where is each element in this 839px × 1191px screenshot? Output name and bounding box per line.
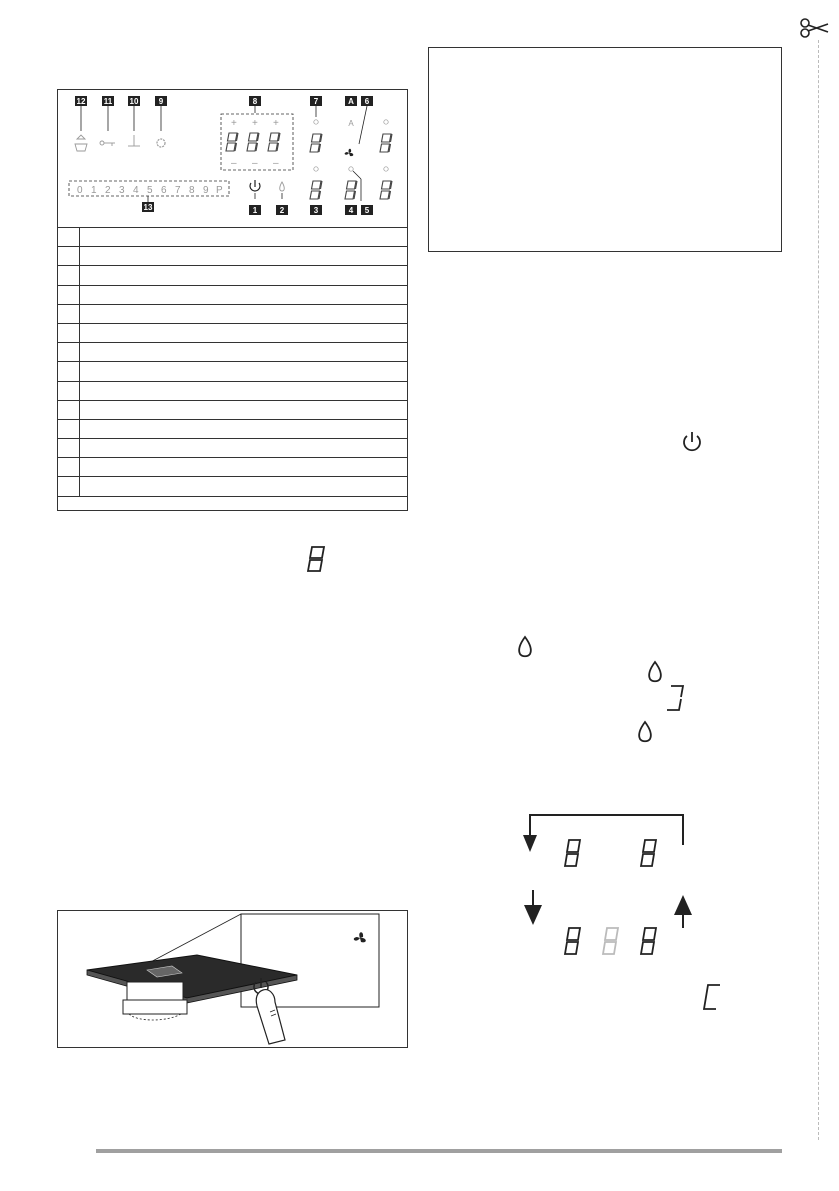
callout-12: [75, 96, 87, 106]
segment-digit-icon: [641, 840, 656, 866]
callout-6: [361, 96, 373, 106]
svg-text:–: –: [252, 158, 258, 169]
svg-text:A: A: [348, 97, 354, 106]
table-row: [58, 228, 408, 247]
stopgo-icon: [75, 135, 87, 151]
timer-digit-3: [268, 133, 280, 151]
callout-9: [155, 96, 167, 106]
table-row: [58, 323, 408, 342]
segment-digit-icon: [307, 545, 329, 573]
callout-3: [310, 205, 322, 215]
table-row: [58, 343, 408, 362]
callout-A: [345, 96, 357, 106]
svg-text:10: 10: [129, 97, 139, 106]
zone-digit-7: [310, 134, 322, 152]
power-scale: [77, 185, 223, 196]
svg-text:2: 2: [279, 206, 285, 215]
table-row: [58, 419, 408, 438]
drop-icon: [280, 182, 285, 191]
callout-2: [276, 205, 288, 215]
lock-icon: [157, 139, 165, 147]
svg-text:9: 9: [203, 185, 209, 196]
svg-text:1: 1: [252, 206, 258, 215]
fan-icon: [345, 149, 354, 156]
timer-digit-1: [226, 133, 238, 151]
hob-drawing: [57, 910, 408, 1048]
cut-line: [818, 40, 819, 1140]
callout-11: [102, 96, 114, 106]
footer-rule: [96, 1149, 782, 1153]
svg-text:7: 7: [313, 97, 319, 106]
auto-letter: A: [348, 119, 354, 128]
svg-text:0: 0: [77, 185, 83, 196]
drop-icon: [635, 720, 655, 744]
callout-5: [361, 205, 373, 215]
power-icon: [681, 430, 703, 454]
table-row: [58, 247, 408, 266]
drop-icon: [515, 635, 535, 659]
table-row: [58, 362, 408, 381]
svg-text:13: 13: [143, 203, 153, 212]
svg-text:6: 6: [161, 185, 167, 196]
control-panel-drawing: [57, 89, 408, 229]
sequence-diagram: [515, 800, 695, 965]
callout-4: [345, 205, 357, 215]
svg-text:4: 4: [133, 185, 139, 196]
table-row: [58, 285, 408, 304]
drop-icon: [645, 660, 665, 684]
svg-text:12: 12: [76, 97, 86, 106]
svg-text:6: 6: [364, 97, 370, 106]
svg-text:+: +: [273, 118, 279, 129]
svg-text:5: 5: [364, 206, 370, 215]
segment-digit-light-icon: [603, 928, 618, 954]
svg-text:8: 8: [189, 185, 195, 196]
svg-text:P: P: [216, 185, 223, 196]
svg-text:7: 7: [175, 185, 181, 196]
zone-digit-right-top: [380, 134, 392, 152]
svg-text:–: –: [231, 158, 237, 169]
table-row: [58, 477, 408, 496]
svg-text:4: 4: [348, 206, 354, 215]
table-row: [58, 266, 408, 285]
svg-text:3: 3: [119, 185, 125, 196]
svg-text:8: 8: [252, 97, 258, 106]
segment-digit-icon: [666, 684, 686, 712]
svg-text:5: 5: [147, 185, 153, 196]
svg-text:1: 1: [91, 185, 97, 196]
bridge-icon: [128, 135, 140, 146]
svg-text:11: 11: [103, 97, 113, 106]
callout-7: [310, 96, 322, 106]
callout-13: [142, 202, 154, 212]
scissors-icon: [800, 18, 830, 38]
segment-digit-icon: [641, 928, 656, 954]
svg-text:+: +: [252, 118, 258, 129]
table-row: [58, 439, 408, 458]
callout-10: [128, 96, 140, 106]
table-row: [58, 304, 408, 323]
zone-digit-3: [310, 181, 322, 199]
zone-digit-4: [345, 181, 357, 199]
table-row: [58, 381, 408, 400]
svg-text:+: +: [231, 118, 237, 129]
table-row: [58, 400, 408, 419]
key-icon: [100, 141, 115, 146]
segment-digit-icon: [565, 840, 580, 866]
svg-text:2: 2: [105, 185, 111, 196]
key-table: [57, 227, 408, 497]
segment-digit-icon: [565, 928, 580, 954]
svg-text:–: –: [273, 158, 279, 169]
zone-digit-right-bottom: [380, 181, 392, 199]
power-icon: [250, 180, 260, 191]
callout-8: [249, 96, 261, 106]
timer-digit-2: [247, 133, 259, 151]
timer-icon: [314, 120, 318, 124]
table-row: [58, 458, 408, 477]
svg-text:3: 3: [313, 206, 319, 215]
svg-text:9: 9: [158, 97, 164, 106]
info-box: [428, 47, 782, 252]
callout-1: [249, 205, 261, 215]
segment-digit-icon: [703, 983, 723, 1011]
